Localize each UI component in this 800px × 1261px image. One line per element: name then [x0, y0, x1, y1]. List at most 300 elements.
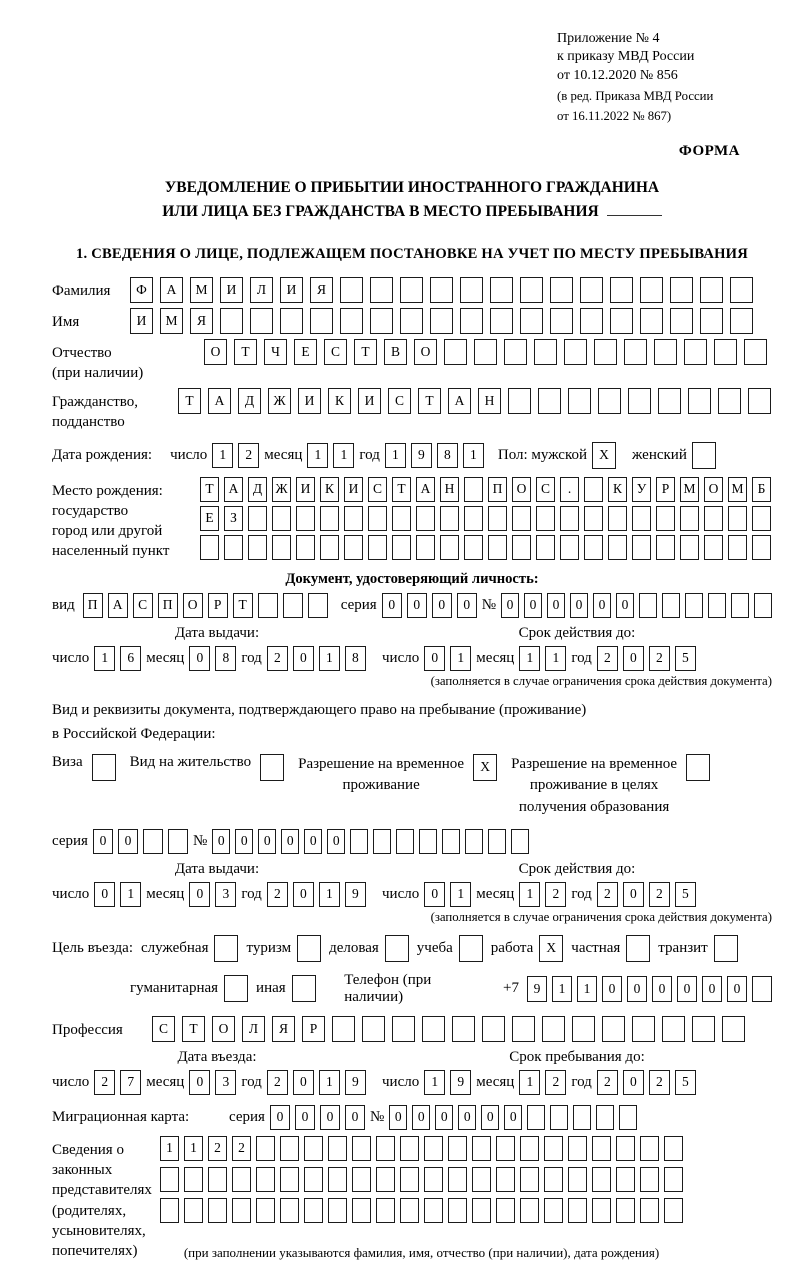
char-cell[interactable] [256, 1198, 275, 1223]
char-cell[interactable]: 0 [304, 829, 322, 854]
char-cell[interactable]: 0 [435, 1105, 453, 1130]
char-cell[interactable]: 8 [437, 443, 458, 468]
char-cell[interactable] [260, 754, 284, 781]
char-cell[interactable]: 8 [215, 646, 236, 671]
char-cell[interactable]: 5 [675, 646, 696, 671]
char-cell[interactable]: С [133, 593, 153, 618]
char-cell[interactable] [396, 829, 414, 854]
char-cell[interactable] [632, 1016, 655, 1042]
char-cell[interactable]: О [183, 593, 203, 618]
char-cell[interactable]: 1 [519, 882, 540, 907]
char-cell[interactable] [430, 277, 453, 303]
char-cell[interactable]: 2 [649, 882, 670, 907]
char-cell[interactable] [352, 1198, 371, 1223]
char-cell[interactable] [448, 1136, 467, 1161]
char-cell[interactable]: И [358, 388, 381, 414]
char-cell[interactable] [656, 535, 675, 560]
char-cell[interactable]: 0 [627, 976, 647, 1002]
char-cell[interactable]: 0 [407, 593, 427, 618]
char-cell[interactable] [640, 1136, 659, 1161]
char-cell[interactable] [400, 1167, 419, 1192]
char-cell[interactable]: А [416, 477, 435, 502]
char-cell[interactable] [250, 308, 273, 334]
char-cell[interactable] [550, 1105, 568, 1130]
char-cell[interactable] [400, 277, 423, 303]
char-cell[interactable] [340, 308, 363, 334]
char-cell[interactable]: 0 [235, 829, 253, 854]
char-cell[interactable]: 1 [160, 1136, 179, 1161]
char-cell[interactable] [520, 308, 543, 334]
char-cell[interactable] [512, 1016, 535, 1042]
char-cell[interactable] [280, 1136, 299, 1161]
char-cell[interactable]: П [83, 593, 103, 618]
char-cell[interactable]: З [224, 506, 243, 531]
char-cell[interactable] [560, 535, 579, 560]
char-cell[interactable]: 9 [345, 1070, 366, 1095]
char-cell[interactable] [550, 277, 573, 303]
char-cell[interactable] [444, 339, 467, 365]
char-cell[interactable] [488, 506, 507, 531]
char-cell[interactable] [752, 976, 772, 1002]
char-cell[interactable]: 9 [450, 1070, 471, 1095]
char-cell[interactable] [272, 535, 291, 560]
char-cell[interactable]: 2 [238, 443, 259, 468]
char-cell[interactable]: С [368, 477, 387, 502]
char-cell[interactable]: 1 [552, 976, 572, 1002]
char-cell[interactable]: 0 [616, 593, 634, 618]
char-cell[interactable] [160, 1167, 179, 1192]
char-cell[interactable] [714, 935, 738, 962]
char-cell[interactable]: 0 [547, 593, 565, 618]
char-cell[interactable]: 1 [94, 646, 115, 671]
char-cell[interactable]: 0 [652, 976, 672, 1002]
char-cell[interactable] [474, 339, 497, 365]
char-cell[interactable] [392, 506, 411, 531]
char-cell[interactable] [464, 506, 483, 531]
char-cell[interactable]: 8 [345, 646, 366, 671]
char-cell[interactable] [362, 1016, 385, 1042]
char-cell[interactable]: Т [418, 388, 441, 414]
char-cell[interactable] [460, 277, 483, 303]
char-cell[interactable] [296, 506, 315, 531]
char-cell[interactable]: 0 [295, 1105, 315, 1130]
char-cell[interactable] [592, 1198, 611, 1223]
char-cell[interactable]: 0 [481, 1105, 499, 1130]
char-cell[interactable]: 1 [319, 882, 340, 907]
char-cell[interactable] [419, 829, 437, 854]
char-cell[interactable] [400, 1198, 419, 1223]
char-cell[interactable]: 2 [267, 882, 288, 907]
char-cell[interactable] [304, 1167, 323, 1192]
char-cell[interactable] [460, 308, 483, 334]
char-cell[interactable] [752, 506, 771, 531]
char-cell[interactable] [350, 829, 368, 854]
char-cell[interactable]: 0 [570, 593, 588, 618]
char-cell[interactable] [373, 829, 391, 854]
char-cell[interactable]: Ч [264, 339, 287, 365]
char-cell[interactable]: 0 [189, 1070, 210, 1095]
char-cell[interactable]: 0 [382, 593, 402, 618]
char-cell[interactable] [640, 308, 663, 334]
char-cell[interactable]: Ж [272, 477, 291, 502]
char-cell[interactable] [320, 506, 339, 531]
char-cell[interactable] [232, 1167, 251, 1192]
char-cell[interactable] [508, 388, 531, 414]
char-cell[interactable]: 2 [267, 1070, 288, 1095]
char-cell[interactable]: С [324, 339, 347, 365]
char-cell[interactable] [640, 277, 663, 303]
char-cell[interactable]: 0 [501, 593, 519, 618]
char-cell[interactable] [752, 535, 771, 560]
char-cell[interactable] [536, 506, 555, 531]
char-cell[interactable] [472, 1198, 491, 1223]
char-cell[interactable] [584, 535, 603, 560]
char-cell[interactable]: 7 [120, 1070, 141, 1095]
char-cell[interactable]: X [592, 442, 616, 469]
char-cell[interactable] [224, 535, 243, 560]
char-cell[interactable] [280, 308, 303, 334]
char-cell[interactable] [592, 1167, 611, 1192]
char-cell[interactable] [534, 339, 557, 365]
char-cell[interactable] [520, 1167, 539, 1192]
char-cell[interactable]: 1 [184, 1136, 203, 1161]
char-cell[interactable]: 1 [212, 443, 233, 468]
char-cell[interactable] [168, 829, 188, 854]
char-cell[interactable]: К [328, 388, 351, 414]
char-cell[interactable]: А [224, 477, 243, 502]
char-cell[interactable]: 1 [307, 443, 328, 468]
char-cell[interactable] [448, 1198, 467, 1223]
char-cell[interactable]: 5 [675, 882, 696, 907]
char-cell[interactable]: М [728, 477, 747, 502]
char-cell[interactable]: Е [200, 506, 219, 531]
char-cell[interactable]: Л [250, 277, 273, 303]
char-cell[interactable] [424, 1198, 443, 1223]
char-cell[interactable] [214, 935, 238, 962]
char-cell[interactable]: О [512, 477, 531, 502]
char-cell[interactable]: 3 [215, 882, 236, 907]
char-cell[interactable]: 0 [432, 593, 452, 618]
char-cell[interactable] [184, 1198, 203, 1223]
char-cell[interactable]: 0 [258, 829, 276, 854]
char-cell[interactable]: М [680, 477, 699, 502]
char-cell[interactable] [520, 1136, 539, 1161]
char-cell[interactable]: Д [248, 477, 267, 502]
char-cell[interactable] [482, 1016, 505, 1042]
char-cell[interactable] [496, 1198, 515, 1223]
char-cell[interactable]: А [448, 388, 471, 414]
char-cell[interactable] [628, 388, 651, 414]
char-cell[interactable] [416, 506, 435, 531]
char-cell[interactable]: Т [233, 593, 253, 618]
char-cell[interactable]: 1 [424, 1070, 445, 1095]
char-cell[interactable] [626, 935, 650, 962]
char-cell[interactable]: 0 [623, 646, 644, 671]
char-cell[interactable] [472, 1167, 491, 1192]
char-cell[interactable]: Т [178, 388, 201, 414]
char-cell[interactable] [654, 339, 677, 365]
char-cell[interactable]: И [296, 477, 315, 502]
char-cell[interactable]: И [298, 388, 321, 414]
char-cell[interactable] [440, 535, 459, 560]
char-cell[interactable]: М [190, 277, 213, 303]
char-cell[interactable] [616, 1136, 635, 1161]
char-cell[interactable] [568, 1198, 587, 1223]
char-cell[interactable] [624, 339, 647, 365]
char-cell[interactable] [328, 1136, 347, 1161]
char-cell[interactable] [596, 1105, 614, 1130]
char-cell[interactable] [392, 1016, 415, 1042]
char-cell[interactable]: 0 [118, 829, 138, 854]
char-cell[interactable]: В [384, 339, 407, 365]
char-cell[interactable]: 2 [597, 646, 618, 671]
char-cell[interactable]: 1 [385, 443, 406, 468]
char-cell[interactable] [256, 1167, 275, 1192]
char-cell[interactable]: Д [238, 388, 261, 414]
char-cell[interactable]: 9 [527, 976, 547, 1002]
char-cell[interactable] [632, 506, 651, 531]
char-cell[interactable] [744, 339, 767, 365]
char-cell[interactable] [256, 1136, 275, 1161]
char-cell[interactable] [616, 1198, 635, 1223]
char-cell[interactable] [527, 1105, 545, 1130]
char-cell[interactable]: О [204, 339, 227, 365]
char-cell[interactable]: И [220, 277, 243, 303]
char-cell[interactable] [619, 1105, 637, 1130]
char-cell[interactable] [297, 935, 321, 962]
char-cell[interactable] [283, 593, 303, 618]
char-cell[interactable] [714, 339, 737, 365]
char-cell[interactable]: 0 [458, 1105, 476, 1130]
char-cell[interactable] [452, 1016, 475, 1042]
char-cell[interactable]: Т [234, 339, 257, 365]
char-cell[interactable] [592, 1136, 611, 1161]
char-cell[interactable] [424, 1136, 443, 1161]
char-cell[interactable] [464, 535, 483, 560]
char-cell[interactable] [594, 339, 617, 365]
char-cell[interactable]: И [280, 277, 303, 303]
char-cell[interactable] [692, 442, 716, 469]
char-cell[interactable]: А [160, 277, 183, 303]
char-cell[interactable]: 0 [93, 829, 113, 854]
char-cell[interactable] [608, 535, 627, 560]
char-cell[interactable]: А [108, 593, 128, 618]
char-cell[interactable] [272, 506, 291, 531]
char-cell[interactable] [328, 1198, 347, 1223]
char-cell[interactable] [680, 535, 699, 560]
char-cell[interactable] [664, 1198, 683, 1223]
char-cell[interactable] [370, 308, 393, 334]
char-cell[interactable] [280, 1167, 299, 1192]
char-cell[interactable]: . [560, 477, 579, 502]
char-cell[interactable] [464, 477, 483, 502]
char-cell[interactable] [430, 308, 453, 334]
char-cell[interactable]: 0 [345, 1105, 365, 1130]
char-cell[interactable] [684, 339, 707, 365]
char-cell[interactable] [400, 1136, 419, 1161]
char-cell[interactable] [610, 277, 633, 303]
char-cell[interactable]: И [130, 308, 153, 334]
char-cell[interactable] [662, 1016, 685, 1042]
char-cell[interactable] [610, 308, 633, 334]
char-cell[interactable]: 1 [519, 646, 540, 671]
char-cell[interactable] [280, 1198, 299, 1223]
char-cell[interactable] [662, 593, 680, 618]
char-cell[interactable]: 0 [327, 829, 345, 854]
char-cell[interactable] [352, 1167, 371, 1192]
char-cell[interactable] [544, 1198, 563, 1223]
char-cell[interactable] [520, 1198, 539, 1223]
char-cell[interactable] [722, 1016, 745, 1042]
char-cell[interactable] [488, 535, 507, 560]
char-cell[interactable]: 1 [577, 976, 597, 1002]
char-cell[interactable]: Я [272, 1016, 295, 1042]
char-cell[interactable]: Б [752, 477, 771, 502]
char-cell[interactable] [332, 1016, 355, 1042]
char-cell[interactable] [584, 506, 603, 531]
char-cell[interactable] [544, 1167, 563, 1192]
char-cell[interactable] [292, 975, 316, 1002]
char-cell[interactable]: 2 [267, 646, 288, 671]
char-cell[interactable]: 0 [602, 976, 622, 1002]
char-cell[interactable]: 0 [212, 829, 230, 854]
char-cell[interactable] [392, 535, 411, 560]
char-cell[interactable] [385, 935, 409, 962]
char-cell[interactable]: 2 [649, 1070, 670, 1095]
char-cell[interactable]: 0 [727, 976, 747, 1002]
char-cell[interactable] [550, 308, 573, 334]
char-cell[interactable] [368, 506, 387, 531]
char-cell[interactable] [258, 593, 278, 618]
char-cell[interactable]: 0 [424, 646, 445, 671]
char-cell[interactable]: 0 [189, 646, 210, 671]
char-cell[interactable] [754, 593, 772, 618]
char-cell[interactable]: 0 [412, 1105, 430, 1130]
char-cell[interactable] [568, 388, 591, 414]
char-cell[interactable]: 0 [504, 1105, 522, 1130]
char-cell[interactable] [748, 388, 771, 414]
char-cell[interactable] [700, 308, 723, 334]
char-cell[interactable] [248, 506, 267, 531]
char-cell[interactable] [680, 506, 699, 531]
char-cell[interactable]: 2 [649, 646, 670, 671]
char-cell[interactable] [608, 506, 627, 531]
char-cell[interactable]: 6 [120, 646, 141, 671]
char-cell[interactable]: М [160, 308, 183, 334]
char-cell[interactable]: 2 [597, 1070, 618, 1095]
char-cell[interactable] [304, 1198, 323, 1223]
char-cell[interactable]: 2 [208, 1136, 227, 1161]
char-cell[interactable]: 0 [457, 593, 477, 618]
char-cell[interactable]: 2 [232, 1136, 251, 1161]
char-cell[interactable]: Я [310, 277, 333, 303]
char-cell[interactable]: О [212, 1016, 235, 1042]
char-cell[interactable]: X [539, 935, 563, 962]
char-cell[interactable] [370, 277, 393, 303]
char-cell[interactable] [208, 1167, 227, 1192]
char-cell[interactable] [296, 535, 315, 560]
char-cell[interactable]: И [344, 477, 363, 502]
char-cell[interactable] [730, 277, 753, 303]
char-cell[interactable] [568, 1167, 587, 1192]
char-cell[interactable] [692, 1016, 715, 1042]
char-cell[interactable]: К [608, 477, 627, 502]
char-cell[interactable] [685, 593, 703, 618]
char-cell[interactable] [310, 308, 333, 334]
char-cell[interactable]: 1 [463, 443, 484, 468]
char-cell[interactable] [560, 506, 579, 531]
char-cell[interactable]: Е [294, 339, 317, 365]
char-cell[interactable] [512, 506, 531, 531]
char-cell[interactable]: Р [302, 1016, 325, 1042]
char-cell[interactable]: С [536, 477, 555, 502]
char-cell[interactable]: 9 [411, 443, 432, 468]
char-cell[interactable] [304, 1136, 323, 1161]
char-cell[interactable] [459, 935, 483, 962]
char-cell[interactable]: Т [200, 477, 219, 502]
char-cell[interactable]: 0 [424, 882, 445, 907]
char-cell[interactable] [368, 535, 387, 560]
char-cell[interactable]: Н [478, 388, 501, 414]
char-cell[interactable]: 1 [120, 882, 141, 907]
char-cell[interactable] [538, 388, 561, 414]
char-cell[interactable] [376, 1136, 395, 1161]
char-cell[interactable]: О [704, 477, 723, 502]
char-cell[interactable] [670, 277, 693, 303]
char-cell[interactable]: У [632, 477, 651, 502]
char-cell[interactable] [92, 754, 116, 781]
char-cell[interactable]: О [414, 339, 437, 365]
char-cell[interactable] [584, 477, 603, 502]
char-cell[interactable] [542, 1016, 565, 1042]
char-cell[interactable]: Т [354, 339, 377, 365]
char-cell[interactable]: Л [242, 1016, 265, 1042]
char-cell[interactable] [700, 277, 723, 303]
char-cell[interactable] [440, 506, 459, 531]
char-cell[interactable] [422, 1016, 445, 1042]
char-cell[interactable] [728, 535, 747, 560]
char-cell[interactable] [664, 1136, 683, 1161]
char-cell[interactable] [208, 1198, 227, 1223]
char-cell[interactable]: 0 [623, 1070, 644, 1095]
char-cell[interactable] [573, 1105, 591, 1130]
char-cell[interactable] [632, 535, 651, 560]
char-cell[interactable] [616, 1167, 635, 1192]
char-cell[interactable]: Т [182, 1016, 205, 1042]
char-cell[interactable] [598, 388, 621, 414]
char-cell[interactable]: 5 [675, 1070, 696, 1095]
char-cell[interactable] [496, 1136, 515, 1161]
char-cell[interactable] [688, 388, 711, 414]
char-cell[interactable] [704, 506, 723, 531]
char-cell[interactable]: 1 [333, 443, 354, 468]
char-cell[interactable] [442, 829, 460, 854]
char-cell[interactable]: 0 [677, 976, 697, 1002]
char-cell[interactable]: А [208, 388, 231, 414]
char-cell[interactable] [143, 829, 163, 854]
char-cell[interactable] [340, 277, 363, 303]
char-cell[interactable] [490, 277, 513, 303]
char-cell[interactable]: 0 [389, 1105, 407, 1130]
char-cell[interactable] [544, 1136, 563, 1161]
char-cell[interactable] [520, 277, 543, 303]
char-cell[interactable] [200, 535, 219, 560]
char-cell[interactable] [686, 754, 710, 781]
char-cell[interactable] [465, 829, 483, 854]
char-cell[interactable]: 0 [293, 646, 314, 671]
char-cell[interactable]: 0 [593, 593, 611, 618]
char-cell[interactable] [424, 1167, 443, 1192]
